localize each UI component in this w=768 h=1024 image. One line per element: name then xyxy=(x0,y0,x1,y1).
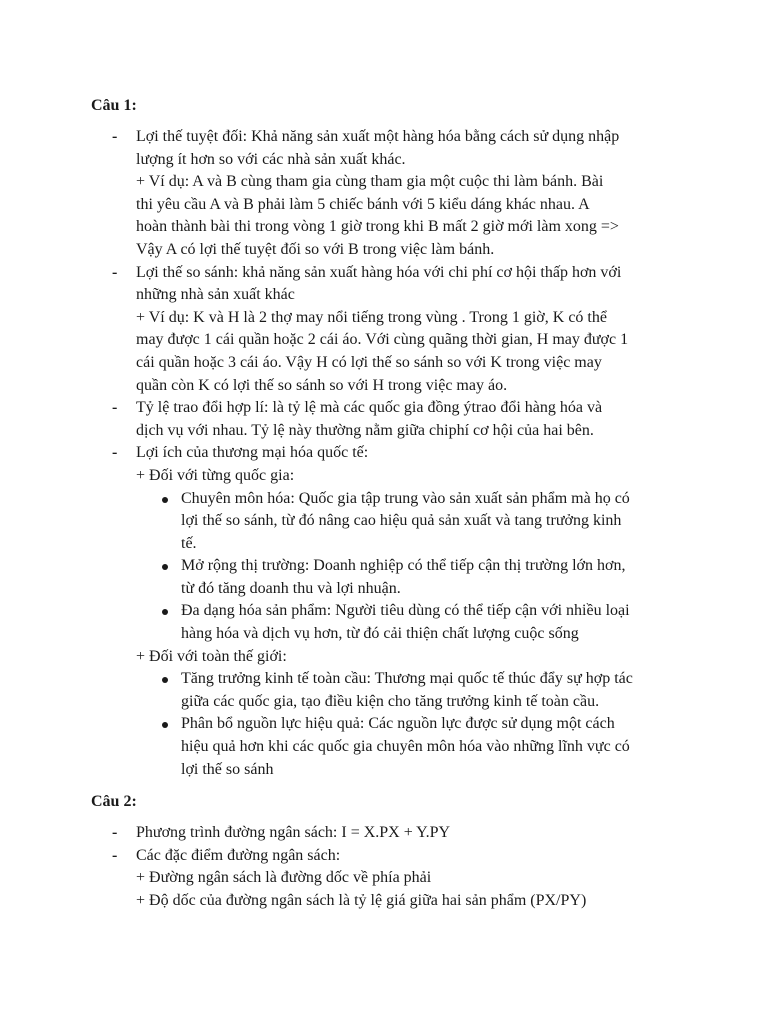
bullet-icon xyxy=(162,722,168,728)
text-line: + Đường ngân sách là đường dốc về phía phải xyxy=(136,869,432,887)
question-1-list xyxy=(0,126,681,781)
bullet-item xyxy=(136,488,681,556)
bullet-icon xyxy=(162,497,168,503)
text-line: quần còn K có lợi thế so sánh so với H trong việc may áo. xyxy=(136,376,508,394)
bullet-item xyxy=(136,600,681,645)
question-2-list xyxy=(0,822,681,912)
question-2-heading: Câu 2: xyxy=(91,793,137,810)
text-line: Mở rộng thị trường: Doanh nghiệp có thể tiếp cận thị trường lớn hơn, xyxy=(181,557,626,575)
text-line: Phân bổ nguồn lực hiệu quả: Các nguồn lực được sử dụng một cách xyxy=(181,715,615,733)
text-line: Phương trình đường ngân sách: I = X.PX + Y.PY xyxy=(136,824,451,841)
sub-heading-world: + Đối với toàn thế giới: xyxy=(136,647,287,665)
list-item-trade-benefits xyxy=(0,442,681,781)
dash-marker: - xyxy=(112,128,118,145)
sub-heading-per-country: + Đối với từng quốc gia: xyxy=(136,466,295,484)
bullet-list-per-country xyxy=(136,488,681,646)
bullet-icon xyxy=(162,564,168,570)
dash-marker: - xyxy=(112,444,118,462)
text-line: tế. xyxy=(181,534,197,552)
text-line: Lợi thế tuyệt đối: Khả năng sản xuất một hàng hóa bằng cách sử dụng nhập xyxy=(136,128,620,145)
text-line: hàng hóa và dịch vụ hơn, từ đó cải thiện chất lượng cuộc sống xyxy=(181,625,579,643)
text-line: + Ví dụ: A và B cùng tham gia cùng tham gia một cuộc thi làm bánh. Bài xyxy=(136,173,604,191)
text-line: + Độ dốc của đường ngân sách là tỷ lệ giá giữa hai sản phẩm (PX/PY) xyxy=(136,891,587,909)
text-line: Đa dạng hóa sản phẩm: Người tiêu dùng có thể tiếp cận với nhiều loại xyxy=(181,602,630,620)
text-line: những nhà sản xuất khác xyxy=(136,286,295,304)
text-line: + Ví dụ: K và H là 2 thợ may nổi tiếng trong vùng . Trong 1 giờ, K có thể xyxy=(136,308,607,326)
text-line: Lợi thế so sánh: khả năng sản xuất hàng hóa với chi phí cơ hội thấp hơn với xyxy=(136,263,622,281)
text-line: từ đó tăng doanh thu và lợi nhuận. xyxy=(181,579,401,597)
text-line: Các đặc điểm đường ngân sách: xyxy=(136,846,341,864)
text-line: lượng ít hơn so với các nhà sản xuất khác. xyxy=(136,150,406,168)
text-line: Chuyên môn hóa: Quốc gia tập trung vào sản xuất sản phẩm mà họ có xyxy=(181,489,630,507)
dash-marker: - xyxy=(112,263,118,281)
text-line: hiệu quả hơn khi các quốc gia chuyên môn hóa vào những lĩnh vực có xyxy=(181,738,630,756)
text-line: may được 1 cái quần hoặc 2 cái áo. Với cùng quãng thời gian, H may được 1 xyxy=(136,331,629,349)
list-item-budget-equation xyxy=(0,822,681,845)
text-line: hoàn thành bài thi trong vòng 1 giờ trong khi B mất 2 giờ mới làm xong => xyxy=(136,218,619,236)
text-line: lợi thế so sánh, từ đó nâng cao hiệu quả sản xuất và tang trưởng kinh xyxy=(181,512,622,530)
text-line: dịch vụ với nhau. Tỷ lệ này thường nằm giữa chiphí cơ hội của hai bên. xyxy=(136,421,594,439)
text-line: giữa các quốc gia, tạo điều kiện cho tăng trưởng kinh tế toàn cầu. xyxy=(181,692,600,710)
bullet-item xyxy=(136,668,681,713)
dash-marker: - xyxy=(112,824,118,841)
dash-marker: - xyxy=(112,846,118,864)
text-line: Tăng trưởng kinh tế toàn cầu: Thương mại quốc tế thúc đẩy sự hợp tác xyxy=(181,670,633,688)
dash-marker: - xyxy=(112,399,118,417)
list-item-absolute-advantage xyxy=(0,126,681,262)
text-line: Vậy A có lợi thế tuyệt đối so với B trong việc làm bánh. xyxy=(136,240,495,258)
question-1-heading: Câu 1: xyxy=(91,97,137,114)
text-line: Tỷ lệ trao đổi hợp lí: là tỷ lệ mà các quốc gia đồng ýtrao đổi hàng hóa và xyxy=(136,399,603,417)
list-item-exchange-ratio xyxy=(0,397,681,442)
text-line: lợi thế so sánh xyxy=(181,760,274,778)
text-line: thi yêu cầu A và B phải làm 5 chiếc bánh với 5 kiểu dáng khác nhau. A xyxy=(136,195,590,213)
bullet-item xyxy=(136,555,681,600)
bullet-icon xyxy=(162,677,168,683)
bullet-item xyxy=(136,713,681,781)
text-line: cái quần hoặc 3 cái áo. Vậy H có lợi thế so sánh so với K trong việc may xyxy=(136,353,602,371)
list-item-budget-features xyxy=(0,845,681,913)
text-line: Lợi ích của thương mại hóa quốc tế: xyxy=(136,444,369,462)
bullet-icon xyxy=(162,609,168,615)
bullet-list-world xyxy=(136,668,681,781)
list-item-comparative-advantage xyxy=(0,262,681,398)
